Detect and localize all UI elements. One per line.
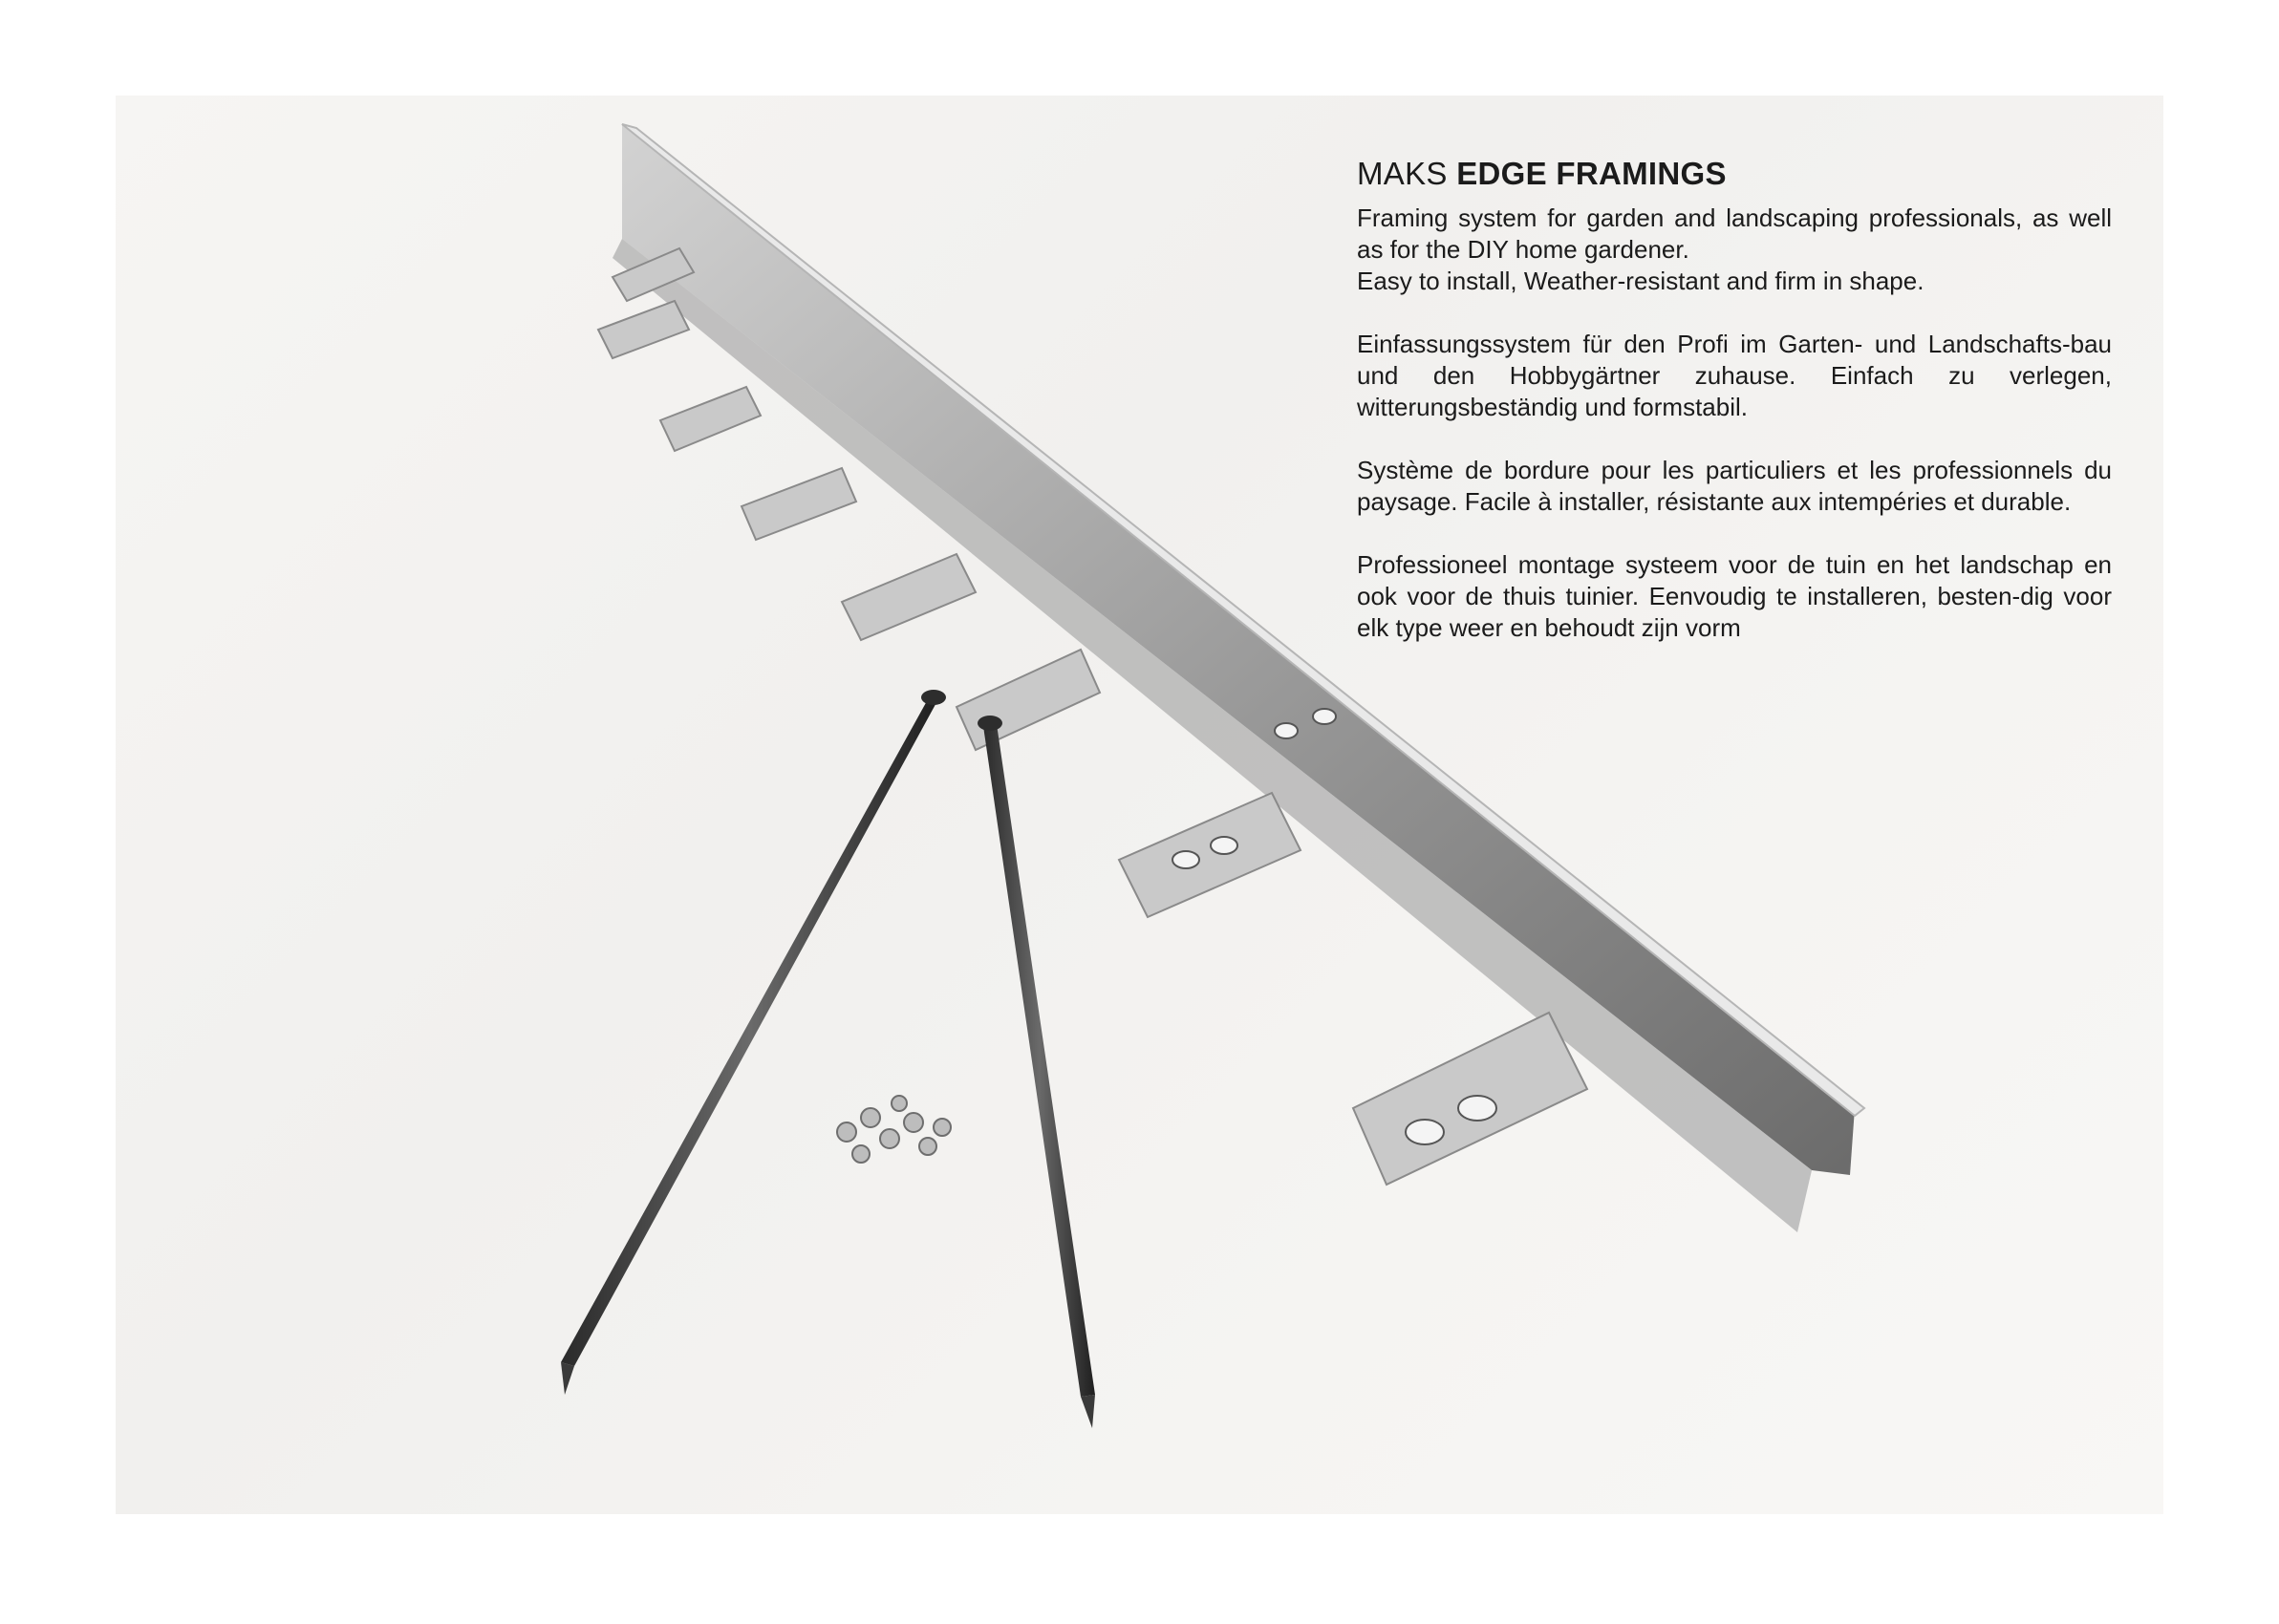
brand-name: MAKS [1357, 156, 1448, 191]
description-line: Framing system for garden and landscaping professionals, as well as for the DIY home gardener. [1357, 203, 2112, 264]
description-english [1357, 203, 2112, 297]
page-title [1357, 155, 2112, 193]
description-line: Professioneel montage systeem voor de tuin en het landschap en ook voor de thuis tuinier. Eenvoudig te installeren, besten-dig voor elk type weer en behoudt zijn vorm [1357, 550, 2112, 642]
description-dutch [1357, 549, 2112, 644]
ground-spike-left [561, 690, 946, 1395]
product-name: EDGE FRAMINGS [1456, 156, 1727, 191]
description-line: Système de bordure pour les particuliers et les professionnels du paysage. Facile à installer, résistante aux intempéries et durable. [1357, 456, 2112, 516]
ground-spike-right [978, 716, 1095, 1428]
product-description [1357, 155, 2112, 644]
screws-and-nuts [837, 1096, 951, 1163]
description-german [1357, 329, 2112, 423]
description-line: Easy to install, Weather-resistant and firm in shape. [1357, 267, 1924, 295]
description-line: Einfassungssystem für den Profi im Garten- und Landschafts-bau und den Hobbygärtner zuhause. Einfach zu verlegen, witterungsbeständig und formstabil. [1357, 330, 2112, 421]
description-french [1357, 455, 2112, 518]
